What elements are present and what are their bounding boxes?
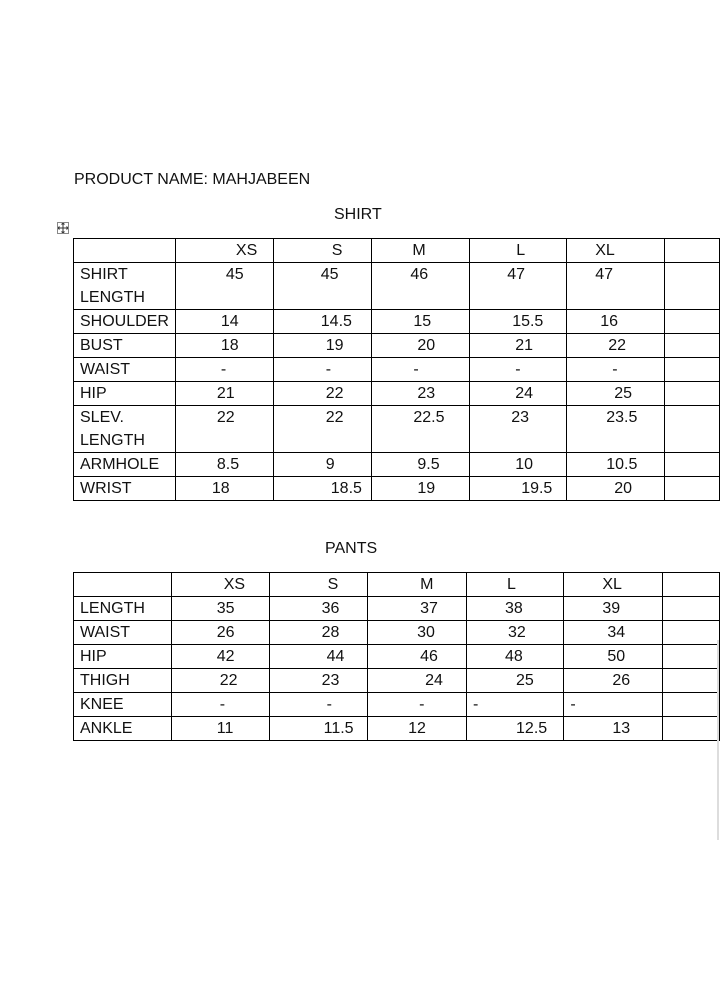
measurement-value: 35 [171,597,269,621]
measurement-value: 20 [372,334,470,358]
measurement-value: 16 [567,310,665,334]
measurement-label: ARMHOLE [74,453,176,477]
measurement-value: 23.5 [567,406,665,453]
measurement-value: 39 [564,597,662,621]
measurement-label: WAIST [74,621,172,645]
measurement-value: 19.5 [470,477,567,501]
measurement-value: - [273,358,372,382]
table-row [74,645,720,669]
pants-size-table [73,572,720,741]
measurement-value: 18 [175,334,273,358]
extra-column-cell [664,239,719,263]
measurement-value: 22.5 [372,406,470,453]
measurement-label: ANKLE [74,717,172,741]
measurement-value: 19 [273,334,372,358]
measurement-value: - [368,693,467,717]
extra-column-cell [662,621,719,645]
size-header-cell: M [372,239,470,263]
measurement-value: 34 [564,621,662,645]
header-blank-cell [74,239,176,263]
measurement-label: THIGH [74,669,172,693]
measurement-value: 15.5 [470,310,567,334]
table-row [74,669,720,693]
measurement-value: 48 [467,645,564,669]
measurement-value: - [470,358,567,382]
size-header-cell: XL [564,573,662,597]
measurement-value: 23 [470,406,567,453]
measurement-value: 26 [564,669,662,693]
measurement-value: 50 [564,645,662,669]
measurement-value: 45 [273,263,372,310]
measurement-label: WRIST [74,477,176,501]
measurement-value: 15 [372,310,470,334]
size-header-cell: S [269,573,368,597]
table-row [74,717,720,741]
measurement-value: - [175,358,273,382]
extra-column-cell [664,310,719,334]
measurement-label: BUST [74,334,176,358]
measurement-value: 47 [567,263,665,310]
size-header-cell: S [273,239,372,263]
measurement-value: - [171,693,269,717]
measurement-value: - [269,693,368,717]
measurement-value: 46 [368,645,467,669]
measurement-value: 25 [567,382,665,406]
measurement-value: 24 [368,669,467,693]
measurement-value: 22 [175,406,273,453]
extra-column-cell [664,406,719,453]
extra-column-cell [664,263,719,310]
measurement-value: 14.5 [273,310,372,334]
header-blank-cell [74,573,172,597]
table-row [74,263,720,310]
extra-column-cell [662,573,719,597]
table-header-row [74,573,720,597]
extra-column-cell [662,669,719,693]
measurement-value: - [567,358,665,382]
measurement-value: 14 [175,310,273,334]
size-header-cell: M [368,573,467,597]
measurement-label: LENGTH [74,597,172,621]
measurement-value: - [372,358,470,382]
size-header-cell: XS [171,573,269,597]
measurement-value: 18.5 [273,477,372,501]
measurement-value: 37 [368,597,467,621]
measurement-value: 18 [175,477,273,501]
shirt-size-table [73,238,720,501]
table-row [74,693,720,717]
table-move-handle-icon[interactable] [57,222,69,234]
measurement-value: 23 [269,669,368,693]
extra-column-cell [662,717,719,741]
measurement-value: 10 [470,453,567,477]
size-header-cell: L [467,573,564,597]
measurement-value: 9 [273,453,372,477]
size-header-cell: XL [567,239,665,263]
measurement-value: 22 [273,406,372,453]
measurement-value: 13 [564,717,662,741]
table-row [74,358,720,382]
table-row [74,382,720,406]
measurement-value: - [467,693,564,717]
measurement-value: 24 [470,382,567,406]
measurement-label: WAIST [74,358,176,382]
table-row [74,406,720,453]
extra-column-cell [664,453,719,477]
measurement-value: 47 [470,263,567,310]
shirt-section-title: SHIRT [334,206,382,223]
measurement-value: 30 [368,621,467,645]
measurement-value: 10.5 [567,453,665,477]
measurement-value: 21 [470,334,567,358]
table-row [74,621,720,645]
size-header-cell: XS [175,239,273,263]
measurement-value: 25 [467,669,564,693]
table-header-row [74,239,720,263]
measurement-label: SHIRT LENGTH [74,263,176,310]
table-row [74,334,720,358]
measurement-label: HIP [74,645,172,669]
measurement-value: 44 [269,645,368,669]
product-name: PRODUCT NAME: MAHJABEEN [74,171,311,188]
extra-column-cell [662,645,719,669]
measurement-label: SHOULDER [74,310,176,334]
measurement-value: 22 [273,382,372,406]
measurement-value: 32 [467,621,564,645]
table-row [74,597,720,621]
measurement-label: HIP [74,382,176,406]
extra-column-cell [664,382,719,406]
page-edge-divider [717,640,719,840]
size-header-cell: L [470,239,567,263]
measurement-value: 19 [372,477,470,501]
measurement-value: 28 [269,621,368,645]
measurement-value: 11.5 [269,717,368,741]
table-row [74,477,720,501]
extra-column-cell [664,358,719,382]
extra-column-cell [662,693,719,717]
measurement-label: SLEV. LENGTH [74,406,176,453]
measurement-value: 45 [175,263,273,310]
measurement-value: 23 [372,382,470,406]
measurement-label: KNEE [74,693,172,717]
table-row [74,310,720,334]
table-row [74,453,720,477]
measurement-value: 8.5 [175,453,273,477]
measurement-value: 9.5 [372,453,470,477]
measurement-value: 22 [567,334,665,358]
measurement-value: 12 [368,717,467,741]
pants-section-title: PANTS [325,540,378,557]
measurement-value: 11 [171,717,269,741]
measurement-value: 12.5 [467,717,564,741]
extra-column-cell [662,597,719,621]
measurement-value: 42 [171,645,269,669]
measurement-value: 20 [567,477,665,501]
measurement-value: 21 [175,382,273,406]
measurement-value: 26 [171,621,269,645]
measurement-value: 46 [372,263,470,310]
measurement-value: - [564,693,662,717]
measurement-value: 36 [269,597,368,621]
extra-column-cell [664,334,719,358]
extra-column-cell [664,477,719,501]
measurement-value: 38 [467,597,564,621]
measurement-value: 22 [171,669,269,693]
